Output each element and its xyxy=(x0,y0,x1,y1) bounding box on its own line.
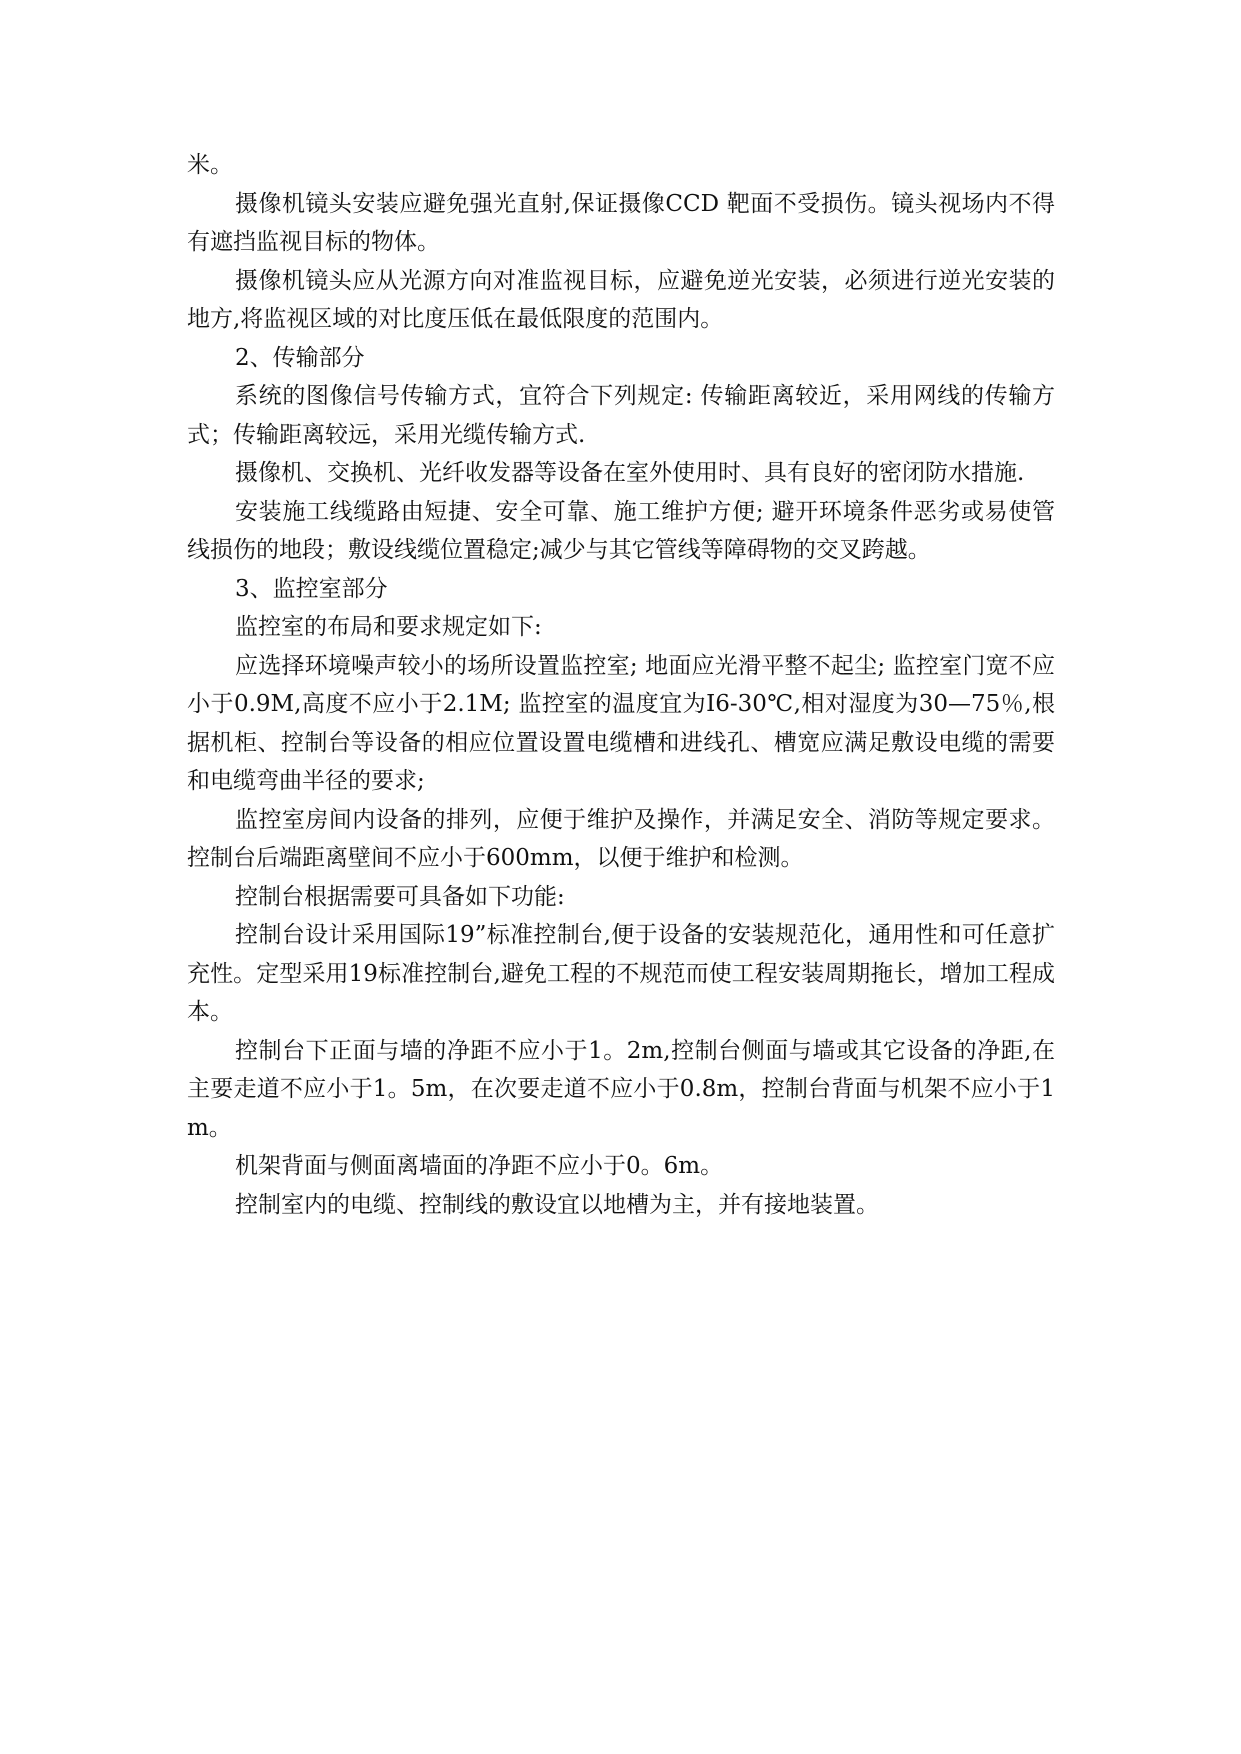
paragraph-console-standard: 控制台设计采用国际19”标准控制台,便于设备的安装规范化，通用性和可任意扩充性。定型采用19标准控制台,避免工程的不规范而使工程安装周期拖长，增加工程成本。 xyxy=(187,922,1055,1025)
paragraph-camera-lens-glare: 摄像机镜头安装应避免强光直射,保证摄像CCD 靶面不受损伤。镜头视场内不得有遮挡监视目标的物体。 xyxy=(187,190,1055,255)
paragraph-continuation: 米。 xyxy=(187,152,233,178)
paragraph-cable-routing: 安装施工线缆路由短捷、安全可靠、施工维护方便; 避开环境条件恶劣或易使管线损伤的地段；敷设线缆位置稳定;减少与其它管线等障碍物的交叉跨越。 xyxy=(187,498,1055,563)
paragraph-layout-intro: 监控室的布局和要求规定如下: xyxy=(235,614,542,640)
section-heading-transmission: 2、传输部分 xyxy=(235,344,365,371)
document-body xyxy=(187,146,1055,1224)
section-heading-control-room: 3、监控室部分 xyxy=(235,575,388,602)
paragraph-equipment-arrangement: 监控室房间内设备的排列，应便于维护及操作，并满足安全、消防等规定要求。控制台后端距离壁间不应小于600mm，以便于维护和检测。 xyxy=(187,806,1055,871)
paragraph-camera-backlight: 摄像机镜头应从光源方向对准监视目标，应避免逆光安装，必须进行逆光安装的地方,将监视区域的对比度压低在最低限度的范围内。 xyxy=(187,267,1055,332)
paragraph-room-requirements: 应选择环境噪声较小的场所设置监控室; 地面应光滑平整不起尘; 监控室门宽不应小于0.9M,高度不应小于2.1M; 监控室的温度宜为I6-30℃,相对湿度为30—75％,根据机柜、控制台等设备的相应位置设置电缆槽和进线孔、槽宽应满足敷设电缆的需要和电缆弯曲半径的要求; xyxy=(187,652,1055,794)
paragraph-console-clearance: 控制台下正面与墙的净距不应小于1。2m,控制台侧面与墙或其它设备的净距,在主要走道不应小于1。5m，在次要走道不应小于0.8m，控制台背面与机架不应小于1m。 xyxy=(187,1037,1055,1141)
paragraph-console-functions-intro: 控制台根据需要可具备如下功能: xyxy=(235,883,565,910)
paragraph-cable-trench: 控制室内的电缆、控制线的敷设宜以地槽为主，并有接地装置。 xyxy=(235,1191,879,1218)
paragraph-rack-clearance: 机架背面与侧面离墙面的净距不应小于0。6m。 xyxy=(235,1153,724,1179)
paragraph-transmission-method: 系统的图像信号传输方式，宜符合下列规定: 传输距离较近，采用网线的传输方式；传输距离较远，采用光缆传输方式. xyxy=(187,383,1055,448)
paragraph-outdoor-waterproof: 摄像机、交换机、光纤收发器等设备在室外使用时、具有良好的密闭防水措施. xyxy=(235,460,1025,486)
